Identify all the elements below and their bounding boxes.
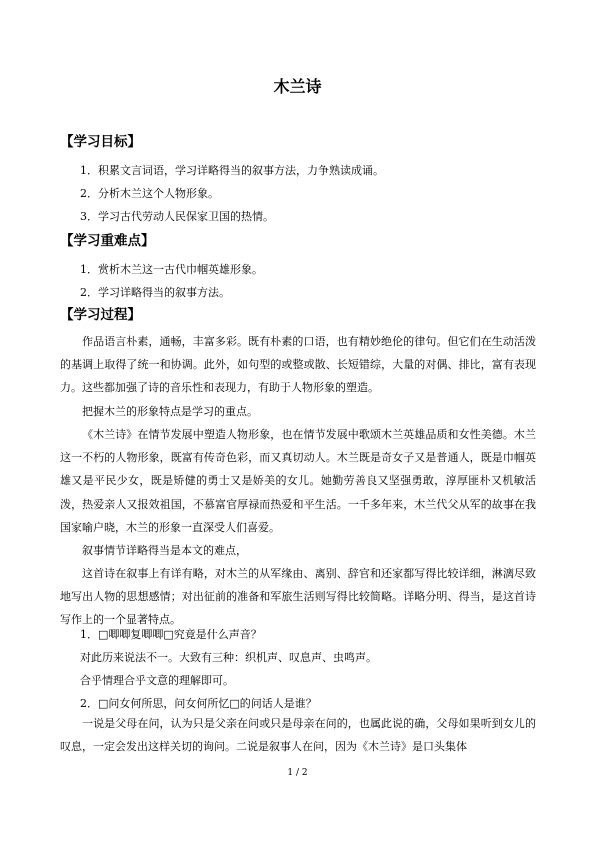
document-title: 木兰诗: [273, 77, 322, 96]
process-paragraph-2: 把握木兰的形象特点是学习的重点。: [82, 405, 258, 418]
question-2-answer: 一说是父母在问，认为只是父亲在问或只是母亲在问的，也属此说的确，父母如果听到女儿的叹息，一定会发出这样关切的询问。二说是叙事人在问，因为《木兰诗》是口头集体: [60, 717, 536, 754]
process-paragraph-5: 这首诗在叙事上有详有略，对木兰的从军缘由、离别、辞官和还家都写得比较详细，淋漓尽致地写出人物的思想感情；对出征前的准备和军旅生活则写得比较简略。详略分明、得当，是这首诗写作上的一个显著特点。: [60, 567, 536, 627]
process-paragraph-4: 叙事情节详略得当是本文的难点，: [82, 544, 247, 557]
question-1-answer: 对此历来说法不一。大致有三种：织机声、叹息声、虫鸣声。: [80, 651, 377, 664]
section-heading-key-points: 【学习重难点】: [60, 233, 155, 249]
goal-item-1: 1．积累文言词语，学习详略得当的叙事方法，力争熟读成诵。: [80, 164, 384, 177]
section-heading-process: 【学习过程】: [60, 307, 141, 323]
page-number: 1 / 2: [287, 768, 308, 778]
question-1-note: 合乎情理合乎文意的理解即可。: [80, 674, 234, 687]
section-heading-goals: 【学习目标】: [60, 134, 141, 150]
question-2: 2．□问女何所思，问女何所忆□的问话人是谁？: [80, 697, 317, 710]
key-point-item-1: 1．赏析木兰这一古代巾帼英雄形象。: [80, 263, 263, 276]
key-point-item-2: 2．学习详略得当的叙事方法。: [80, 286, 230, 299]
process-paragraph-1: 作品语言朴素，通畅，丰富多彩。既有朴素的口语，也有精妙绝伦的律句。但它们在生动活泼的基调上取得了统一和协调。此外，如句型的或整或散、长短错综，大量的对偶、排比，富有表现力。这些都加强了诗的音乐性和表现力，有助于人物形象的塑造。: [60, 335, 536, 395]
question-1: 1．□唧唧复唧唧□究竟是什么声音？: [80, 628, 262, 641]
process-paragraph-3: 《木兰诗》在情节发展中塑造人物形象，也在情节发展中歌颂木兰英雄品质和女性美德。木兰这一不朽的人物形象，既富有传奇色彩，而又真切动人。木兰既是奇女子又是普通人，既是巾帼英雄又是平民少女，既是矫健的勇士又是娇美的女儿。她勤劳善良又坚强勇敢，淳厚匪朴又机敏活泼，热爱亲人又报效祖国，不慕富官厚禄而热爱和平生活。一千多年来，木兰代父从军的故事在我国家喻户晓，木兰的形象一直深受人们喜爱。: [60, 428, 536, 534]
goal-item-3: 3．学习古代劳动人民保家卫国的热情。: [80, 210, 274, 223]
goal-item-2: 2．分析木兰这个人物形象。: [80, 187, 219, 200]
